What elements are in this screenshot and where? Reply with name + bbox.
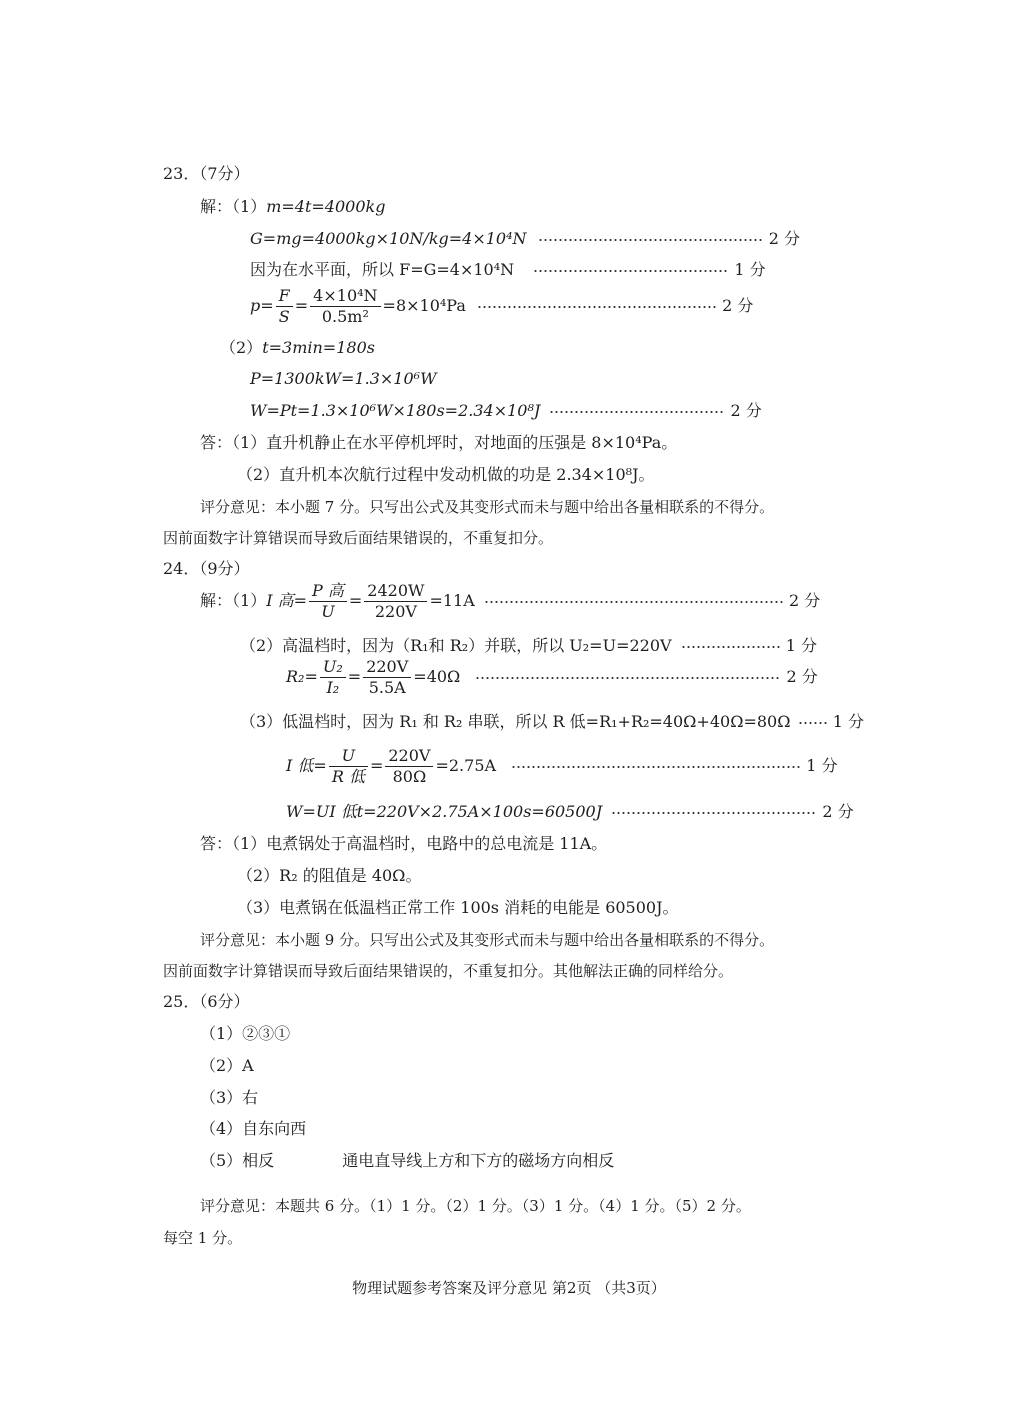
q23-time: t=3min=180s [262,338,375,357]
q24-score-5: 1 分 [806,756,838,775]
q24-resistance-result: =40Ω [413,667,461,686]
q24-fraction-num: P 高 [309,581,347,602]
q24-energy-row [286,801,854,823]
q23-pressure-row [250,283,753,329]
q24-header: 24．（9分） [163,559,250,578]
q25-answer-2: （2）A [200,1056,254,1075]
q24-answer-label: 答： [200,834,233,853]
q23-header: 23．（7分） [163,164,250,183]
q24-fraction-den: 220V [374,602,417,621]
q24-low-current-prefix: I 低= [286,756,327,775]
q23-part2-label: （2） [220,338,263,357]
q23-answer-2: （2）直升机本次航行过程中发动机做的功是 2.34×10⁸J。 [237,465,655,484]
q24-solution-label: 解： [200,591,233,610]
q24-fraction-den: U [321,602,335,621]
q23-fraction-den: S [278,307,290,326]
q24-fraction-num: 220V [385,746,433,767]
q23-leader-dots [549,405,725,419]
q23-solution-row-1 [200,196,385,218]
q24-equals: = [347,667,362,686]
q24-fraction-num: 2420W [364,581,427,602]
q25-answer-4: （4）自东向西 [200,1119,307,1138]
q24-equals: = [348,591,363,610]
q24-fraction-pu [309,581,347,622]
q24-score-4: 1 分 [832,712,864,731]
q23-pressure-result: =8×10⁴Pa [382,296,466,315]
q24-current-prefix: I 高= [266,591,308,610]
q24-fraction-num: U [329,746,368,767]
q23-leader-dots [538,233,764,247]
q24-leader-dots [511,760,801,774]
q25-answer-5-b: 通电直导线上方和下方的磁场方向相反 [342,1151,615,1170]
q24-fraction-num: 220V [363,657,411,678]
q23-gravity-formula: G=mg=4000kg×10N/kg=4×10⁴N [250,229,527,248]
q23-comment-1: 评分意见：本小题 7 分。只写出公式及其变形式而未与题中给出各量相联系的不得分。 [200,498,775,516]
q23-part1-label: （1） [232,197,267,216]
q24-current-result: =11A [429,591,475,610]
page-footer: 物理试题参考答案及评分意见 第2页 （共3页） [352,1279,666,1297]
q23-fraction-num: 4×10⁴N [310,286,380,307]
q24-fraction-ui [320,657,346,698]
q25-comment-2: 每空 1 分。 [163,1229,243,1247]
q24-answer-2: （2）R₂ 的阻值是 40Ω。 [237,866,422,885]
q24-part1-label: （1） [232,591,267,610]
q24-leader-dots [681,640,781,654]
q25-answer-1: （1）②③① [200,1024,291,1043]
q24-fraction-values [363,657,411,698]
q24-leader-dots [798,716,828,730]
q23-force-row [250,259,766,281]
q24-score-1: 2 分 [788,591,821,610]
q23-work: W=Pt=1.3×10⁶W×180s=2.34×10⁸J [250,401,541,420]
q24-series-row [240,711,864,733]
q24-fraction-den: 80Ω [392,767,427,786]
q24-fraction-den: 5.5A [368,678,406,697]
q24-answer-1: （1）电煮锅处于高温档时，电路中的总电流是 11A。 [232,834,608,853]
q24-comment-1: 评分意见：本小题 9 分。只写出公式及其变形式而未与题中给出各量相联系的不得分。 [200,931,775,949]
q23-pressure-prefix: p= [250,296,274,315]
q24-fraction-den: R 低 [331,767,365,786]
q23-answer-1: （1）直升机静止在水平停机坪时，对地面的压强是 8×10⁴Pa。 [232,433,678,452]
q23-part2-row [220,337,375,359]
q24-score-2: 1 分 [785,636,818,655]
q23-score-3: 2 分 [722,296,754,315]
q23-leader-dots [477,300,717,314]
q23-solution-label: 解： [200,197,233,216]
q24-score-3: 2 分 [786,667,818,686]
q23-leader-dots [533,264,729,278]
q23-score-1: 2 分 [768,229,800,248]
q23-fraction-num: F [276,286,293,307]
q24-comment-2: 因前面数字计算错误而导致后面结果错误的，不重复扣分。其他解法正确的同样给分。 [163,962,734,980]
q24-series-text: （3）低温档时，因为 R₁ 和 R₂ 串联，所以 R 低=R₁+R₂=40Ω+40Ω=80Ω [240,712,791,731]
q23-work-row [250,400,762,422]
q23-power: P=1300kW=1.3×10⁶W [250,369,437,388]
q25-answer-5-a: （5）相反 [200,1151,275,1170]
q24-equals: = [369,756,384,775]
q24-leader-dots [611,806,817,820]
q23-power-row [250,368,437,390]
q24-fraction-num: U₂ [320,657,346,678]
q24-resistance-prefix: R₂= [286,667,318,686]
q24-score-6: 2 分 [822,802,854,821]
q24-energy: W=UI 低t=220V×2.75A×100s=60500J [286,802,603,821]
q24-fraction-values [364,581,427,622]
q24-resistance-row [286,654,818,700]
q24-leader-dots [475,671,781,685]
q23-force-text: 因为在水平面，所以 F=G=4×10⁴N [250,260,515,279]
q23-fraction-den: 0.5m² [321,307,369,326]
q23-answer-row-1 [200,432,677,454]
q23-answer-label: 答： [200,433,233,452]
q23-equals: = [294,296,309,315]
q24-low-current-result: =2.75A [435,756,497,775]
q24-fraction-den: I₂ [326,678,340,697]
q23-comment-2: 因前面数字计算错误而导致后面结果错误的，不重复扣分。 [163,529,554,547]
q23-score-4: 2 分 [730,401,762,420]
q25-header: 25．（6分） [163,992,250,1011]
q23-fraction-fs [276,286,293,327]
q25-answer-5 [200,1150,614,1172]
q23-gravity-row [250,228,800,250]
q25-answer-3: （3）右 [200,1088,259,1107]
q23-fraction-values [310,286,380,327]
q24-leader-dots [484,595,784,609]
q24-current-row [200,578,820,624]
q24-parallel-text: （2）高温档时，因为（R₁和 R₂）并联，所以 U₂=U=220V [240,636,672,655]
q24-fraction-values [385,746,433,787]
q23-score-2: 1 分 [734,260,766,279]
q23-mass: m=4t=4000kg [266,197,386,216]
q25-comment-1: 评分意见：本题共 6 分。（1）1 分。（2）1 分。（3）1 分。（4）1 分。（5）2 分。 [200,1197,751,1215]
q24-low-current-row [286,743,838,789]
q24-answer-3: （3）电煮锅在低温档正常工作 100s 消耗的电能是 60500J。 [237,898,679,917]
q24-answer-row-1 [200,833,607,855]
q24-fraction-ur [329,746,368,787]
